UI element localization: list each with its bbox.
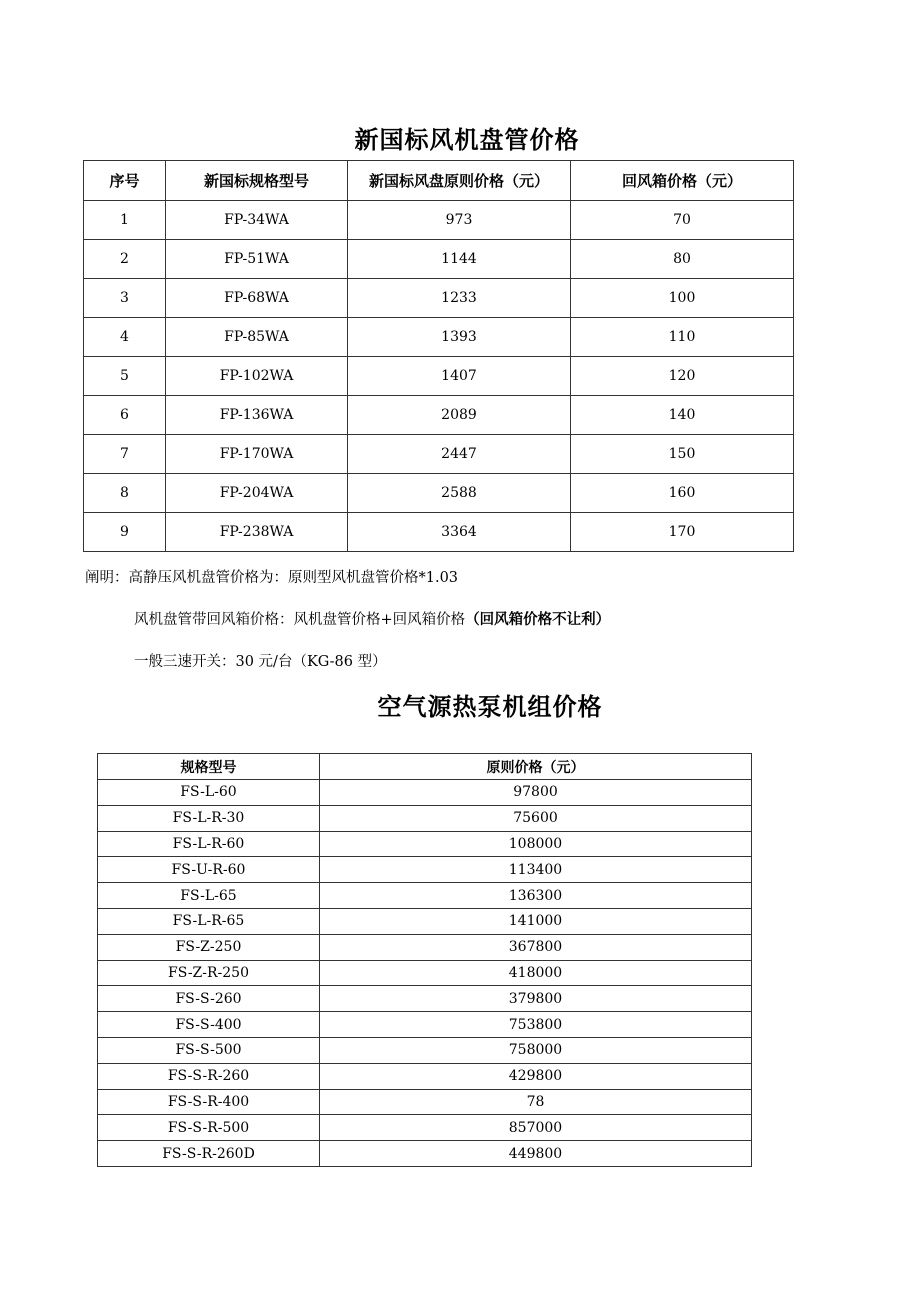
note-high-static: 阐明：高静压风机盘管价格为：原则型风机盘管价格*1.03 xyxy=(85,570,459,586)
table-row xyxy=(98,1063,752,1089)
header-model: 新国标规格型号 xyxy=(166,161,348,201)
table-row xyxy=(84,513,794,552)
table-row xyxy=(98,1012,752,1038)
cell-model: FP-204WA xyxy=(166,474,348,513)
cell-return-box-price: 100 xyxy=(571,279,794,318)
header-standard-price: 新国标风盘原则价格（元） xyxy=(348,161,571,201)
cell-price: 379800 xyxy=(320,986,752,1012)
cell-spec-model: FS-S-R-260D xyxy=(98,1141,320,1167)
table-row xyxy=(98,780,752,806)
fan-coil-header-row xyxy=(84,161,794,201)
cell-model: FP-34WA xyxy=(166,201,348,240)
note-return-box-bold: （回风箱价格不让利） xyxy=(465,612,611,628)
heat-pump-header-row xyxy=(98,754,752,780)
cell-model: FP-51WA xyxy=(166,240,348,279)
table-row xyxy=(84,201,794,240)
cell-return-box-price: 110 xyxy=(571,318,794,357)
cell-spec-model: FS-S-260 xyxy=(98,986,320,1012)
fan-coil-title: 新国标风机盘管价格 xyxy=(354,126,580,154)
table-row xyxy=(98,805,752,831)
header-price: 原则价格（元） xyxy=(320,754,752,780)
header-spec-model: 规格型号 xyxy=(98,754,320,780)
cell-model: FP-102WA xyxy=(166,357,348,396)
cell-index: 6 xyxy=(84,396,166,435)
cell-return-box-price: 80 xyxy=(571,240,794,279)
cell-price: 758000 xyxy=(320,1037,752,1063)
cell-return-box-price: 170 xyxy=(571,513,794,552)
cell-spec-model: FS-L-R-65 xyxy=(98,908,320,934)
table-row xyxy=(98,1115,752,1141)
cell-price: 449800 xyxy=(320,1141,752,1167)
table-row xyxy=(98,1089,752,1115)
cell-spec-model: FS-S-R-500 xyxy=(98,1115,320,1141)
table-row xyxy=(98,960,752,986)
table-row xyxy=(98,831,752,857)
cell-standard-price: 1393 xyxy=(348,318,571,357)
cell-spec-model: FS-S-500 xyxy=(98,1037,320,1063)
cell-price: 108000 xyxy=(320,831,752,857)
table-row xyxy=(98,934,752,960)
cell-index: 8 xyxy=(84,474,166,513)
table-row xyxy=(84,357,794,396)
cell-standard-price: 2588 xyxy=(348,474,571,513)
note-switch: 一般三速开关：30 元/台（KG-86 型） xyxy=(134,654,387,670)
cell-standard-price: 2089 xyxy=(348,396,571,435)
table-row xyxy=(98,857,752,883)
cell-standard-price: 1233 xyxy=(348,279,571,318)
table-row xyxy=(98,1037,752,1063)
header-return-box-price: 回风箱价格（元） xyxy=(571,161,794,201)
cell-spec-model: FS-S-R-260 xyxy=(98,1063,320,1089)
cell-return-box-price: 160 xyxy=(571,474,794,513)
cell-price: 136300 xyxy=(320,883,752,909)
cell-index: 9 xyxy=(84,513,166,552)
cell-index: 3 xyxy=(84,279,166,318)
table-row xyxy=(98,883,752,909)
cell-standard-price: 1144 xyxy=(348,240,571,279)
cell-model: FP-136WA xyxy=(166,396,348,435)
cell-index: 5 xyxy=(84,357,166,396)
cell-price: 78 xyxy=(320,1089,752,1115)
cell-price: 367800 xyxy=(320,934,752,960)
table-row xyxy=(84,279,794,318)
header-index: 序号 xyxy=(84,161,166,201)
cell-spec-model: FS-S-400 xyxy=(98,1012,320,1038)
fan-coil-price-table xyxy=(83,160,794,552)
cell-standard-price: 1407 xyxy=(348,357,571,396)
cell-standard-price: 3364 xyxy=(348,513,571,552)
cell-standard-price: 2447 xyxy=(348,435,571,474)
cell-spec-model: FS-L-R-30 xyxy=(98,805,320,831)
heat-pump-price-table xyxy=(97,753,752,1167)
cell-return-box-price: 120 xyxy=(571,357,794,396)
heat-pump-title: 空气源热泵机组价格 xyxy=(377,693,603,721)
table-row xyxy=(84,474,794,513)
cell-spec-model: FS-L-65 xyxy=(98,883,320,909)
cell-index: 4 xyxy=(84,318,166,357)
cell-price: 429800 xyxy=(320,1063,752,1089)
cell-spec-model: FS-L-R-60 xyxy=(98,831,320,857)
note-return-box-text: 风机盘管带回风箱价格：风机盘管价格+回风箱价格 xyxy=(134,612,466,628)
cell-price: 113400 xyxy=(320,857,752,883)
cell-index: 1 xyxy=(84,201,166,240)
table-row xyxy=(84,435,794,474)
cell-price: 753800 xyxy=(320,1012,752,1038)
table-row xyxy=(84,318,794,357)
cell-price: 97800 xyxy=(320,780,752,806)
table-row xyxy=(98,1141,752,1167)
cell-return-box-price: 150 xyxy=(571,435,794,474)
cell-model: FP-68WA xyxy=(166,279,348,318)
cell-spec-model: FS-Z-R-250 xyxy=(98,960,320,986)
cell-index: 2 xyxy=(84,240,166,279)
cell-price: 141000 xyxy=(320,908,752,934)
table-row xyxy=(84,396,794,435)
cell-spec-model: FS-Z-250 xyxy=(98,934,320,960)
table-row xyxy=(98,986,752,1012)
cell-model: FP-85WA xyxy=(166,318,348,357)
cell-spec-model: FS-S-R-400 xyxy=(98,1089,320,1115)
cell-model: FP-170WA xyxy=(166,435,348,474)
note-return-box xyxy=(134,608,610,629)
cell-return-box-price: 70 xyxy=(571,201,794,240)
cell-price: 75600 xyxy=(320,805,752,831)
table-row xyxy=(84,240,794,279)
cell-standard-price: 973 xyxy=(348,201,571,240)
table-row xyxy=(98,908,752,934)
cell-price: 857000 xyxy=(320,1115,752,1141)
cell-model: FP-238WA xyxy=(166,513,348,552)
cell-return-box-price: 140 xyxy=(571,396,794,435)
cell-price: 418000 xyxy=(320,960,752,986)
cell-spec-model: FS-U-R-60 xyxy=(98,857,320,883)
cell-spec-model: FS-L-60 xyxy=(98,780,320,806)
cell-index: 7 xyxy=(84,435,166,474)
